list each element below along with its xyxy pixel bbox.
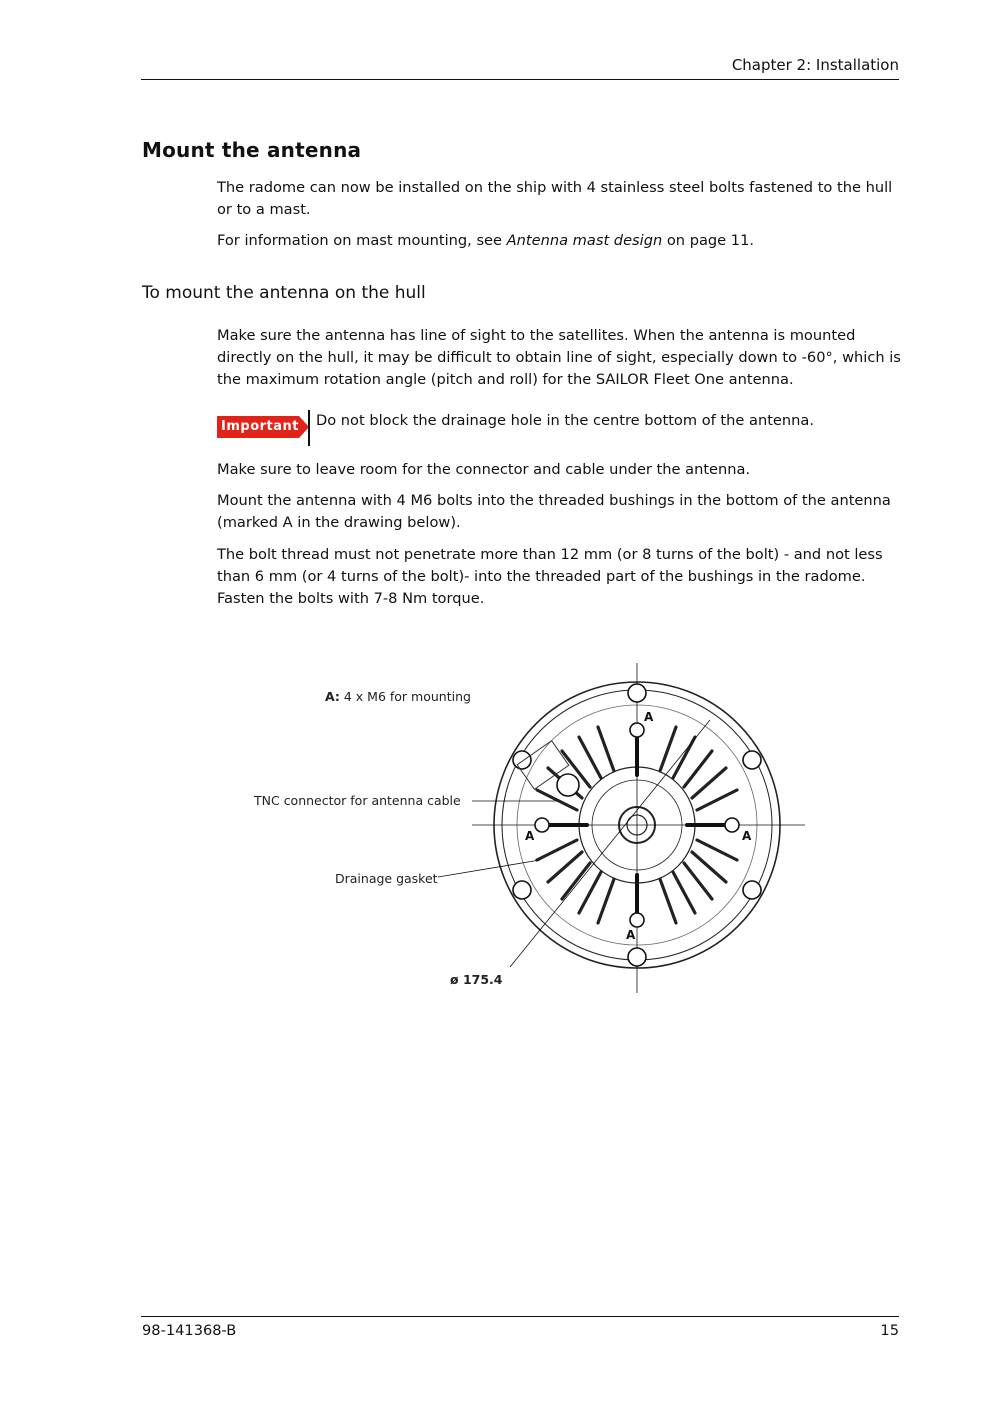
marker-a-bottom: A: [626, 928, 636, 942]
label-diameter: ø 175.4: [450, 972, 503, 987]
label-tnc-connector: TNC connector for antenna cable: [254, 793, 461, 808]
marker-a-top: A: [644, 710, 654, 724]
antenna-mounting-drawing: [240, 655, 820, 1005]
important-divider: [308, 410, 310, 446]
label-drainage-gasket: Drainage gasket: [335, 871, 438, 886]
thread-paragraph: The bolt thread must not penetrate more than 12 mm (or 8 turns of the bolt) - and not less than 6 mm (or 4 turns of the bolt)- into the threaded part of the bushings in the radome. Fasten the bolts with 7-8 Nm torque.: [217, 546, 883, 607]
important-badge: [217, 416, 309, 438]
footer-rule: [141, 1316, 899, 1317]
antenna-bottom-view: [240, 655, 820, 1005]
cross-reference-link[interactable]: Antenna mast design: [506, 232, 663, 249]
marker-a-right: A: [742, 829, 752, 843]
intro-paragraph-1: The radome can now be installed on the ship with 4 stainless steel bolts fastened to the hull or to a mast.: [217, 179, 893, 218]
subsection-title: To mount the antenna on the hull: [142, 283, 426, 303]
bolts-paragraph: Mount the antenna with 4 M6 bolts into the threaded bushings in the bottom of the antenna (marked A in the drawing below).: [217, 492, 891, 531]
intro-2-suffix: on page 11.: [662, 232, 754, 249]
header-chapter: Chapter 2: Installation: [731, 56, 899, 74]
important-label: Important: [221, 419, 299, 434]
section-title: Mount the antenna: [142, 138, 362, 162]
footer-doc-number: 98-141368-B: [142, 1322, 237, 1339]
connector-room-paragraph: Make sure to leave room for the connector and cable under the antenna.: [217, 461, 751, 478]
intro-2-prefix: For information on mast mounting, see: [217, 232, 507, 249]
footer-page-number: 15: [880, 1322, 899, 1339]
intro-paragraph-2: [217, 230, 907, 252]
label-mounting-bolts: A: 4 x M6 for mounting: [325, 689, 471, 704]
header-rule: [141, 79, 899, 80]
important-text: Do not block the drainage hole in the centre bottom of the antenna.: [316, 412, 814, 429]
marker-a-left: A: [525, 829, 535, 843]
line-of-sight-paragraph: Make sure the antenna has line of sight to the satellites. When the antenna is mounted directly on the hull, it may be difficult to obtain line of sight, especially down to -60°, which is the maximum rotation angle (pitch and roll) for the SAILOR Fleet One antenna.: [217, 327, 901, 388]
